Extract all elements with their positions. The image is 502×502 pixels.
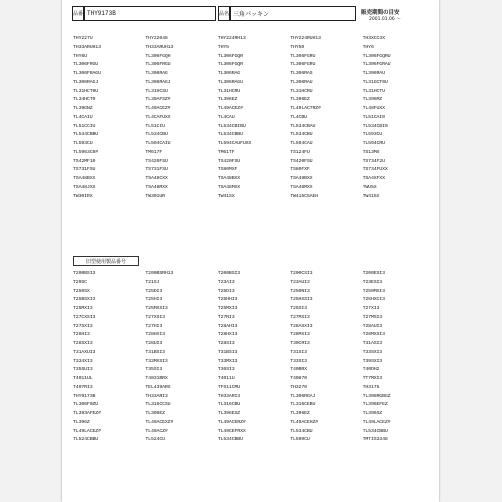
product-code-cell: T28SI3 xyxy=(217,341,235,346)
product-code-cell: T28SXI3 xyxy=(73,341,93,346)
product-code-cell: TL49ACEZ# xyxy=(145,106,171,111)
product-code-cell: TW301UR xyxy=(145,193,165,199)
product-code-cell: T250MXI3 xyxy=(362,288,385,294)
product-code-cell: TSA48BXX xyxy=(217,176,241,181)
product-code-cell: TH33ARUH13 xyxy=(145,44,174,50)
product-code-cell: TS80FXF xyxy=(290,167,310,173)
product-code-cell: TS420FSU xyxy=(217,158,241,164)
product-code-cell: TS731FSU xyxy=(73,167,96,173)
product-code-cell: TW41SX xyxy=(217,193,235,199)
product-code-cell: T25HI3 xyxy=(145,297,163,303)
product-code-cell: TS124FU xyxy=(290,149,310,155)
product-code-cell: TWU5X xyxy=(362,184,377,190)
product-code-cell: TL534CBAU xyxy=(290,123,316,129)
product-code-cell: THY6 xyxy=(362,44,374,50)
product-code-cell: TL306FGRU xyxy=(290,62,316,68)
section-label: 旧型使用製品番号 xyxy=(73,256,139,266)
product-code-cell: TSA48BXX xyxy=(73,176,96,181)
product-code-cell: TL31HCT0U xyxy=(73,88,99,94)
product-code-cell: TL534CBU xyxy=(145,132,168,138)
product-code-cell: TL31HCRU xyxy=(290,88,313,94)
product-code-cell: TL51CCIU xyxy=(73,123,96,129)
product-code-cell: T200BSI3 xyxy=(73,271,96,276)
product-code-cell: THY224RUH13 xyxy=(290,36,321,41)
product-code-cell: THY50 xyxy=(290,44,305,50)
product-code-cell: TSA48BXX xyxy=(290,176,313,181)
product-code-cell: TL396ESZ xyxy=(217,411,241,416)
product-code-cell: T40DH2 xyxy=(362,367,380,373)
product-code-cell: TL306FRGU xyxy=(73,62,99,68)
product-code-cell: T200ESI3 xyxy=(362,271,385,276)
product-code-cell: TW30IRX xyxy=(73,193,93,199)
product-code-cell: TL306RAG xyxy=(145,71,168,76)
product-code-cell: THY224RH13 xyxy=(217,36,246,41)
product-code-cell: TL396EFEZ xyxy=(362,402,388,408)
product-code-cell: T25DI3 xyxy=(145,288,163,294)
model-label: 品番 xyxy=(72,6,84,21)
product-code-cell: TS42MF10 xyxy=(73,158,96,164)
product-code-cell: TL48FUXX xyxy=(362,106,385,111)
header-row xyxy=(62,6,439,23)
product-code-cell: T28AUI3 xyxy=(362,323,383,329)
product-code-cell: T4011UL xyxy=(73,376,93,381)
product-code-cell: T33SI3 xyxy=(290,358,307,364)
product-code-cell: T36SI3 xyxy=(217,367,235,373)
product-code-cell: TL49LACTRZ# xyxy=(290,106,321,111)
product-code-cell: TL396MZ xyxy=(362,97,383,103)
product-code-cell: TL594CRU xyxy=(362,141,385,146)
product-code-cell: TH33ARI3 xyxy=(145,393,168,399)
product-code-cell: TL534CBBU xyxy=(217,132,243,138)
product-code-cell: TL306FGRAU xyxy=(362,62,391,68)
product-code-cell: TL316CBU xyxy=(217,402,241,408)
product-code-cell: TL306RGBGZ xyxy=(362,393,391,399)
product-code-cell: TL306FRAGU xyxy=(73,71,101,76)
product-code-cell: T25MXI3 xyxy=(217,306,238,311)
product-code-cell: THY5 xyxy=(217,44,229,50)
product-code-cell: T33MXI3 xyxy=(217,358,238,364)
product-code-cell: T27CXSI3 xyxy=(73,314,96,320)
product-code-cell: T28UI3 xyxy=(145,341,163,346)
product-code-cell: TL31HCRU xyxy=(217,88,241,94)
product-code-cell: THY9173B xyxy=(73,393,96,399)
product-code-cell: TL34HCT0 xyxy=(73,97,96,103)
product-code-cell: TM61TF xyxy=(217,149,235,155)
product-code-cell: T25BSXI3 xyxy=(73,297,96,303)
product-code-cell: T25HHI3 xyxy=(217,297,238,303)
sales-period-range: 2001.01.06 〜 xyxy=(369,16,401,22)
product-code-cell: TL31HCSU xyxy=(145,88,168,94)
product-code-cell: TL316CEBU xyxy=(290,402,316,408)
product-code-cell: TL4CBU xyxy=(290,114,307,120)
product-code-cell: TL306RAG xyxy=(217,71,241,76)
product-code-cell: TSA48MXX xyxy=(145,184,168,190)
product-code-cell: TL396EZ xyxy=(290,97,310,103)
sales-period xyxy=(358,6,432,23)
product-code-cell: TEL439ARX xyxy=(145,384,171,390)
product-code-cell: TS731FSU xyxy=(145,167,168,173)
product-code-cell: TFS11CMU xyxy=(217,384,241,390)
product-code-cell: T25SI3 xyxy=(290,306,307,311)
product-code-cell: T31ASI3 xyxy=(362,341,383,346)
product-code-cell: T27MXI3 xyxy=(290,314,310,320)
model-number: THY9173B xyxy=(84,6,216,21)
product-code-cell: TL49ACEHZ# xyxy=(290,419,319,425)
product-code-cell: T28MXSI3 xyxy=(362,332,385,338)
product-code-cell: T40870 xyxy=(290,376,307,381)
product-code-cell: TL306FGQH xyxy=(145,53,171,59)
product-code-cell: T40BRX xyxy=(290,367,307,373)
product-code-cell: T25HXSI3 xyxy=(290,297,313,303)
product-code-cell: TL590CU xyxy=(290,437,310,443)
product-code-cell: TL5963C0# xyxy=(73,149,99,155)
product-code-cell: TL306FGRU xyxy=(290,53,316,59)
product-code-cell: TSA48CXX xyxy=(145,176,168,181)
product-code-cell: TL4CAIU xyxy=(73,114,93,120)
product-code-cell: TS80MXF xyxy=(217,167,238,173)
product-code-cell: T27HI3 xyxy=(145,323,163,329)
product-code-cell: TL593CU xyxy=(362,132,383,138)
product-code-cell: TL306F0ZU xyxy=(73,402,99,408)
product-code-cell: T4011U xyxy=(217,376,235,381)
product-code-cell: THY6U xyxy=(73,53,87,59)
product-code-cell: TL49ACZ# xyxy=(145,428,168,434)
product-code-cell: T23AUI3 xyxy=(290,279,310,285)
product-code-cell: TL306FGQR xyxy=(217,62,243,68)
product-code-cell: T28AHI3 xyxy=(217,323,238,329)
product-code-cell: TL396EZ xyxy=(217,97,238,103)
product-code-cell: T27MSI3 xyxy=(362,314,383,320)
product-code-cell: T39SXI3 xyxy=(362,358,383,364)
product-code-cell: T31SI3 xyxy=(290,349,307,355)
product-code-cell: T25DI3 xyxy=(217,288,235,294)
product-code-cell: T407RI3 xyxy=(73,384,93,390)
product-code-cell: T25MXI3 xyxy=(73,306,93,311)
product-code-cell: TL49LACEZ# xyxy=(362,419,391,425)
product-code-cell: T28ASXI3 xyxy=(290,323,313,329)
product-code-cell: T35SI3 xyxy=(145,367,163,373)
product-code-cell: TL49ACEXZ# xyxy=(145,419,174,425)
product-code-cell: T27XSI3 xyxy=(145,314,165,320)
parts-sheet xyxy=(62,0,439,502)
product-code-cell: T23AI3 xyxy=(217,279,235,285)
product-code-cell: TH33ARI3 xyxy=(217,393,241,399)
product-code-cell: TL39AFSZ# xyxy=(145,97,171,103)
product-code-cell: T33MXSI3 xyxy=(145,358,168,364)
product-code-cell: TS734F2U xyxy=(362,158,385,164)
product-code-cell: TL594CAU xyxy=(290,141,313,146)
product-code-cell: T28HXI3 xyxy=(145,332,165,338)
product-code-cell: TL306RGAJ xyxy=(290,393,316,399)
product-code-cell: TW415C5AEH xyxy=(290,193,319,199)
product-code-cell: T27RI3 xyxy=(217,314,235,320)
product-code-cell: TL396Z xyxy=(73,419,90,425)
product-code-cell: TL306FGQR xyxy=(217,53,243,59)
product-code-cell: T250SX xyxy=(73,288,90,294)
product-code-cell: THY22048 xyxy=(145,36,168,41)
product-code-cell: T200CSI3 xyxy=(290,271,313,276)
product-code-cell: THY227U xyxy=(73,36,93,41)
product-code-cell: TL306FGQRU xyxy=(362,53,391,59)
product-code-cell: TL49ACERZ# xyxy=(217,419,246,425)
product-code-cell: T21SJ xyxy=(145,279,160,285)
product-code-cell: T334XI3 xyxy=(73,358,93,364)
product-code-cell: TS13MX xyxy=(362,149,380,155)
product-code-cell: T25HXCI3 xyxy=(362,297,385,303)
product-name: 三角パッキン xyxy=(230,6,356,21)
product-code-cell: T31BSI3 xyxy=(145,349,165,355)
product-code-cell: TL51CAI0 xyxy=(362,114,385,120)
product-code-cell: T35SUI3 xyxy=(73,367,93,373)
product-code-cell: TL524CBBU xyxy=(73,437,99,443)
product-code-cell: TMTIS3348 xyxy=(362,437,388,443)
product-code-cell: TL306RAGJ xyxy=(73,79,99,85)
product-code-cell: TL534CBBU xyxy=(73,132,99,138)
product-code-cell: TL534CBI0 xyxy=(362,123,388,129)
product-code-cell: T20SC xyxy=(73,279,87,285)
product-code-cell: TL306RAU xyxy=(362,71,385,76)
sales-period-title: 販売期間の目安 xyxy=(361,9,400,16)
product-code-cell: T23ESI3 xyxy=(362,279,383,285)
product-code-cell: TL396SZ xyxy=(362,411,383,416)
product-code-cell: TL306RAGU xyxy=(217,79,243,85)
product-code-cell: TH3270 xyxy=(290,384,307,390)
product-code-cell: T28HXI3 xyxy=(217,332,238,338)
product-code-cell: T28HI3 xyxy=(73,332,90,338)
product-code-cell: T200BSRH13 xyxy=(145,271,174,276)
product-code-cell: TL39GNZ xyxy=(73,106,93,111)
product-code-cell: T200BSI3 xyxy=(217,271,241,276)
product-code-cell: TT7MXI3 xyxy=(362,376,383,381)
product-code-cell: TL51CIU xyxy=(145,123,165,129)
product-code-cell: TL31GCT0U xyxy=(362,79,388,85)
product-name-label: 品名 xyxy=(218,6,230,21)
product-code-cell: TL306RAS xyxy=(290,71,313,76)
product-code-cell: T33SXI3 xyxy=(362,349,383,355)
product-code-cell: TM617F xyxy=(145,149,163,155)
product-code-cell: T4031BRX xyxy=(145,376,168,381)
product-code-cell: T31AXUI3 xyxy=(73,349,96,355)
product-code-cell: TL49CEFRXX xyxy=(217,428,246,434)
product-code-cell: T27SXI3 xyxy=(73,323,93,329)
product-code-cell: TH3175 xyxy=(362,384,380,390)
product-code-cell: T28MXI3 xyxy=(290,332,310,338)
product-code-cell: T250NI3 xyxy=(290,288,310,294)
product-code-cell: TSA48MXX xyxy=(217,184,241,190)
product-code-cell: TSA4XFXX xyxy=(362,176,385,181)
product-code-cell: TL593CU xyxy=(73,141,93,146)
product-code-cell: TL534CBIBU xyxy=(217,123,246,129)
current-codes-table xyxy=(73,35,435,201)
product-code-cell: TSA48MXX xyxy=(290,184,313,190)
product-code-cell: TL316CCSU xyxy=(145,402,171,408)
product-code-cell: TL524CU xyxy=(145,437,165,443)
product-code-cell: TL534CBBU xyxy=(217,437,243,443)
product-code-cell: T30CRI3 xyxy=(290,341,310,346)
product-code-cell: TS734FUXX xyxy=(362,167,388,173)
product-code-cell: TS420FSU xyxy=(290,158,313,164)
product-code-cell: TL31HCTU xyxy=(362,88,385,94)
product-code-cell: TL393AFEZ# xyxy=(73,411,101,416)
product-code-cell: T31BSI3 xyxy=(217,349,238,355)
product-code-cell: TW415X xyxy=(362,193,380,199)
product-code-cell: TSA48JXX xyxy=(73,184,96,190)
product-code-cell: TL534CBU xyxy=(290,428,313,434)
product-code-cell: TL534CBBU xyxy=(362,428,388,434)
product-code-cell: TL4CAFUXX xyxy=(145,114,171,120)
product-code-cell: T27XI3 xyxy=(362,306,380,311)
product-code-cell: TH33ARUH13 xyxy=(73,44,101,50)
product-code-cell: TL594CAUFUXX xyxy=(217,141,252,146)
product-code-cell: T25MXSI3 xyxy=(145,306,168,311)
product-code-cell: TL49LACEZ# xyxy=(73,428,101,434)
product-code-cell: TL306RAGJ xyxy=(145,79,171,85)
product-code-cell: TL49ACEZ# xyxy=(217,106,243,111)
product-code-cell: TL594CAIU xyxy=(145,141,171,146)
product-code-cell: TL396EZ xyxy=(290,411,310,416)
product-code-cell: TS420FSU xyxy=(145,158,168,164)
product-code-cell: TL4CAU xyxy=(217,114,235,120)
product-code-cell: TH3XCC3X xyxy=(362,36,385,41)
product-code-cell: TL306RAU xyxy=(290,79,313,85)
product-code-cell: TL306FRGU xyxy=(145,62,171,68)
product-code-cell: TL396EZ xyxy=(145,411,165,416)
old-codes-table xyxy=(73,270,435,445)
product-code-cell: TL534CBU xyxy=(290,132,313,138)
